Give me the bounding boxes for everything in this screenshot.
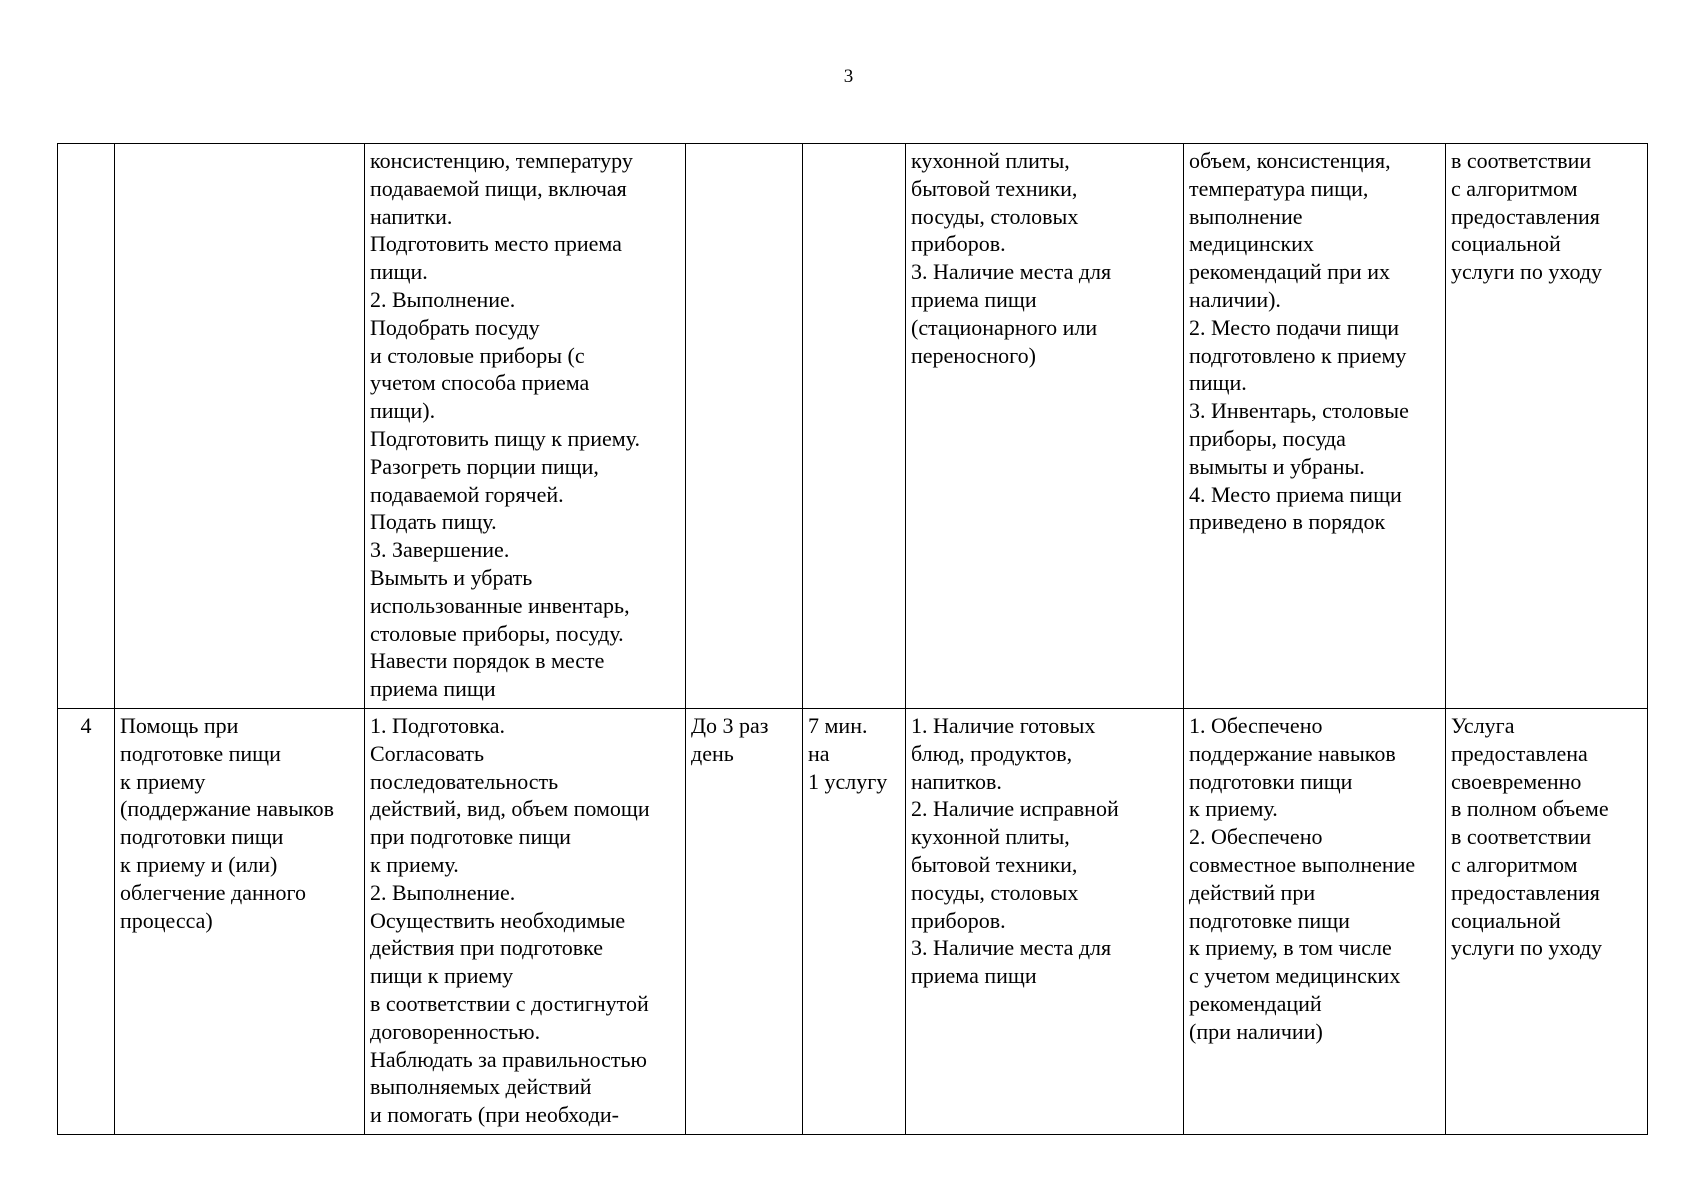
conditions-cell: кухонной плиты, бытовой техники, посуды, столовых приборов. 3. Наличие места для приема пищи (стационарного или переносного) — [906, 144, 1184, 709]
service-name-cell: Помощь при подготовке пищи к приему (поддержание навыков подготовки пищи к приему и (или) облегчение данного процесса) — [115, 709, 365, 1135]
quality-cell: в соответствии с алгоритмом предоставления социальной услуги по уходу — [1446, 144, 1648, 709]
service-content-cell: консистенцию, температуру подаваемой пищи, включая напитки. Подготовить место приема пищи. 2. Выполнение. Подобрать посуду и столовые приборы (с учетом способа приема пищи). Подготовить пищу к приему. Разогреть порции пищи, подаваемой горячей. Подать пищу. 3. Завершение. Вымыть и убрать использованные инвентарь, столовые приборы, посуду. Навести порядок в месте приема пищи — [365, 144, 686, 709]
conditions-cell: 1. Наличие готовых блюд, продуктов, напитков. 2. Наличие исправной кухонной плиты, бытовой техники, посуды, столовых приборов. 3. Наличие места для приема пищи — [906, 709, 1184, 1135]
table-row — [58, 709, 1648, 1135]
service-content-cell: 1. Подготовка. Согласовать последовательность действий, вид, объем помощи при подготовке пищи к приему. 2. Выполнение. Осуществить необходимые действия при подготовке пищи к приему в соответствии с достигнутой договоренностью. Наблюдать за правильностью выполняемых действий и помогать (при необходи- — [365, 709, 686, 1135]
page-number: 3 — [843, 66, 854, 87]
service-name-cell — [115, 144, 365, 709]
results-cell: 1. Обеспечено поддержание навыков подготовки пищи к приему. 2. Обеспечено совместное выполнение действий при подготовке пищи к приему, в том числе с учетом медицинских рекомендаций (при наличии) — [1184, 709, 1446, 1135]
row-number-cell: 4 — [58, 709, 115, 1135]
duration-cell: 7 мин. на 1 услугу — [803, 709, 906, 1135]
quality-cell: Услуга предоставлена своевременно в полном объеме в соответствии с алгоритмом предоставления социальной услуги по уходу — [1446, 709, 1648, 1135]
table-row — [58, 144, 1648, 709]
row-number-cell — [58, 144, 115, 709]
duration-cell — [803, 144, 906, 709]
frequency-cell — [686, 144, 803, 709]
services-table — [57, 143, 1648, 1135]
results-cell: объем, консистенция, температура пищи, выполнение медицинских рекомендаций при их наличии). 2. Место подачи пищи подготовлено к приему пищи. 3. Инвентарь, столовые приборы, посуда вымыты и убраны. 4. Место приема пищи приведено в порядок — [1184, 144, 1446, 709]
frequency-cell: До 3 раз день — [686, 709, 803, 1135]
